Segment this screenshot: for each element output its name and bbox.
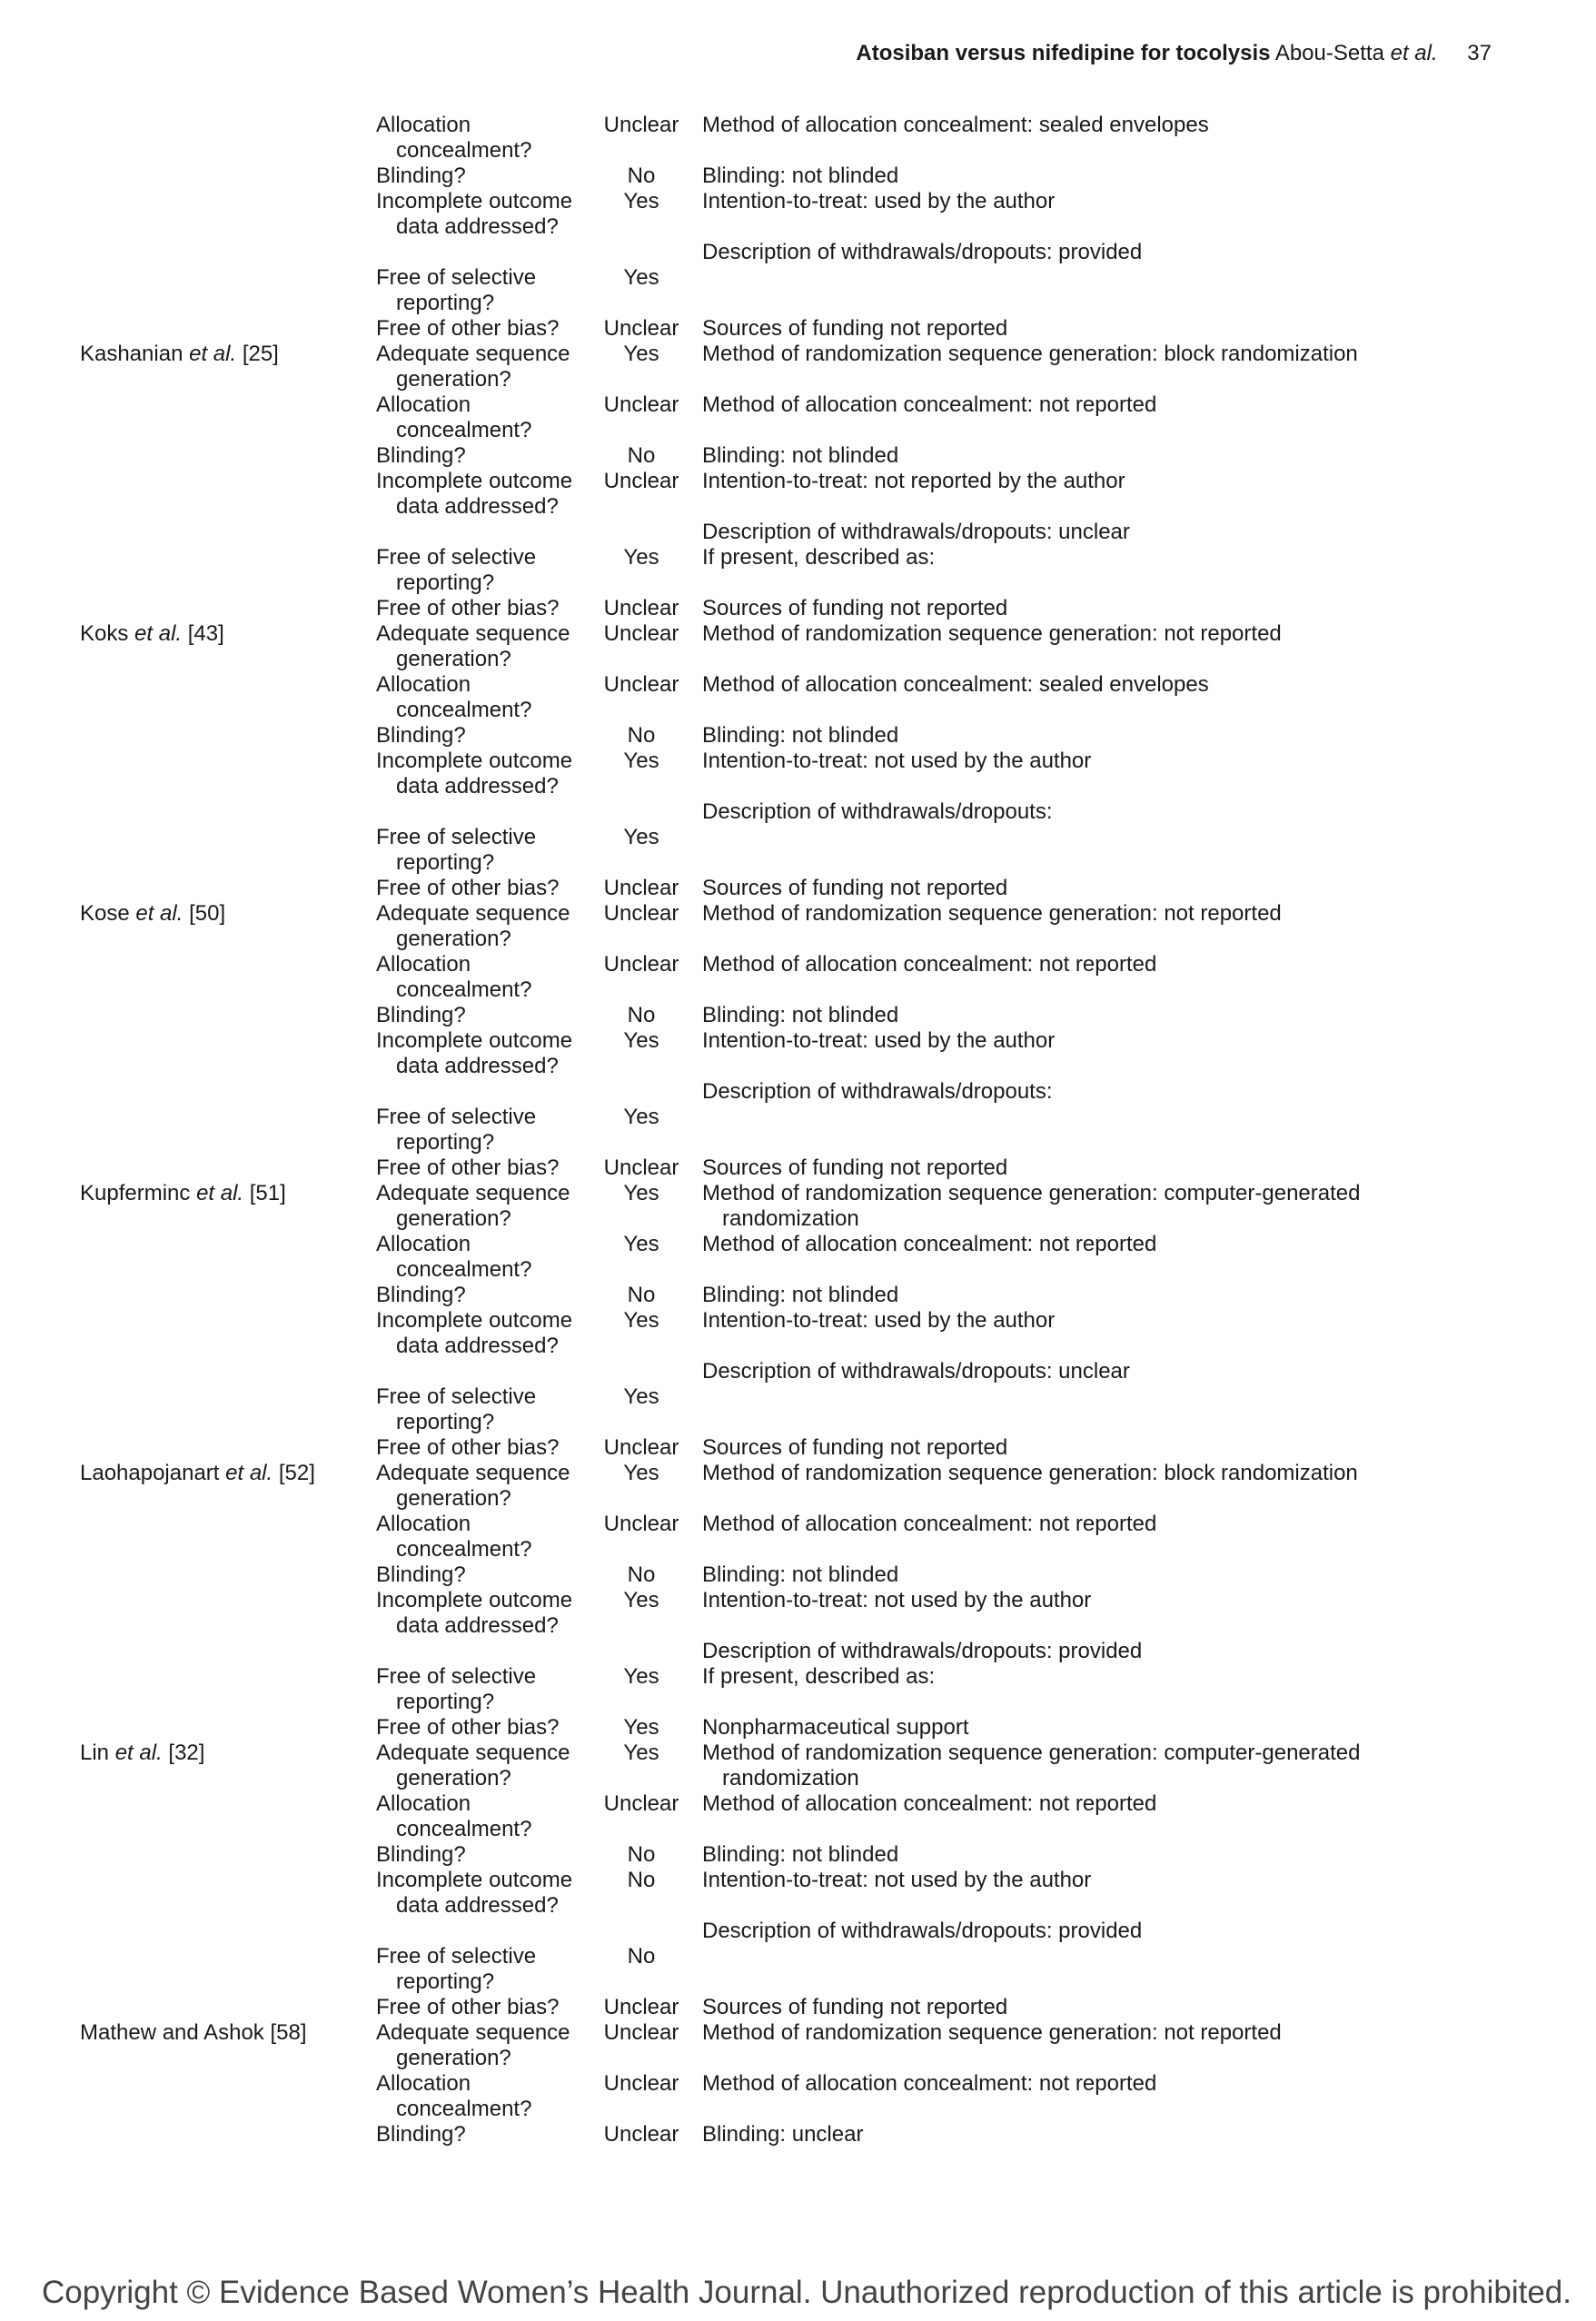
running-title: Atosiban versus nifedipine for tocolysis (856, 41, 1271, 65)
judgement: Unclear (603, 392, 679, 417)
bias-domain: Blinding? (376, 723, 466, 748)
judgement: Yes (623, 1741, 659, 1765)
running-header (856, 41, 1492, 66)
bias-domain: Adequate sequence generation? (376, 1741, 570, 1790)
judgement: Yes (623, 1028, 659, 1053)
support-description: Intention-to-treat: not used by the author Description of withdrawals/dropouts: provided (702, 1588, 1143, 1663)
support-description: Intention-to-treat: used by the author Description of withdrawals/dropouts: unclear (702, 1308, 1130, 1384)
judgement: Yes (623, 1181, 659, 1205)
bias-domain: Allocation concealment? (376, 672, 532, 722)
bias-domain: Adequate sequence generation? (376, 1461, 570, 1511)
support-description: Intention-to-treat: used by the author Description of withdrawals/dropouts: (702, 1028, 1056, 1104)
support-description: Intention-to-treat: used by the author Description of withdrawals/dropouts: provided (702, 189, 1143, 264)
judgement: Unclear (603, 2071, 679, 2096)
bias-domain: Free of selective reporting? (376, 265, 537, 315)
judgement: Unclear (603, 596, 679, 620)
bias-domain: Blinding? (376, 443, 466, 468)
bias-domain: Allocation concealment? (376, 1232, 532, 1282)
judgement: Yes (623, 1461, 659, 1485)
bias-domain: Allocation concealment? (376, 1791, 532, 1841)
judgement: No (627, 1944, 656, 1969)
bias-domain: Free of selective reporting? (376, 545, 537, 595)
judgement: Yes (623, 342, 659, 366)
support-description: Method of allocation concealment: sealed envelopes (702, 672, 1209, 697)
judgement: Yes (623, 189, 659, 213)
study-name: Mathew and Ashok [58] (80, 2020, 307, 2045)
support-description: Blinding: not blinded (702, 723, 899, 748)
judgement: Unclear (603, 469, 679, 493)
support-description: Method of randomization sequence generation: not reported (702, 901, 1282, 926)
support-description: Intention-to-treat: not used by the author Description of withdrawals/dropouts: (702, 749, 1092, 824)
support-description: Blinding: unclear (702, 2122, 864, 2147)
page-number: 37 (1467, 41, 1492, 65)
bias-domain: Incomplete outcome data addressed? (376, 1588, 573, 1638)
bias-domain: Blinding? (376, 1003, 466, 1027)
support-description: Blinding: not blinded (702, 1842, 899, 1867)
support-description: If present, described as: (702, 545, 936, 570)
judgement: Yes (623, 1384, 659, 1409)
judgement: Yes (623, 1715, 659, 1740)
judgement: Yes (623, 1588, 659, 1612)
support-description: Blinding: not blinded (702, 1003, 899, 1027)
support-description: Method of randomization sequence generation: not reported (702, 2020, 1282, 2045)
judgement: No (627, 1842, 656, 1867)
study-name: Kashanian et al. [25] (80, 342, 279, 366)
support-description: Sources of funding not reported (702, 1156, 1008, 1180)
support-description: Method of randomization sequence generation: computer-generated randomization (702, 1181, 1361, 1231)
judgement: No (627, 1283, 656, 1307)
support-description: Method of randomization sequence generation: block randomization (702, 342, 1358, 366)
support-description: Intention-to-treat: not used by the author Description of withdrawals/dropouts: provided (702, 1868, 1143, 1943)
judgement: No (627, 1562, 656, 1587)
bias-domain: Incomplete outcome data addressed? (376, 1028, 573, 1078)
bias-domain: Adequate sequence generation? (376, 901, 570, 951)
support-description: Method of allocation concealment: not reported (702, 392, 1157, 417)
bias-domain: Allocation concealment? (376, 2071, 532, 2121)
support-description: Method of randomization sequence generation: computer-generated randomization (702, 1741, 1361, 1790)
study-name: Koks et al. [43] (80, 621, 224, 646)
bias-domain: Free of other bias? (376, 876, 560, 900)
judgement: No (627, 1868, 656, 1892)
bias-domain: Free of other bias? (376, 1156, 560, 1180)
judgement: Yes (623, 1308, 659, 1333)
study-name: Lin et al. [32] (80, 1741, 205, 1765)
judgement: Unclear (603, 113, 679, 137)
support-description: Sources of funding not reported (702, 1995, 1008, 2019)
judgement: Yes (623, 545, 659, 570)
bias-domain: Allocation concealment? (376, 952, 532, 1002)
bias-domain: Free of selective reporting? (376, 1664, 537, 1714)
bias-domain: Incomplete outcome data addressed? (376, 749, 573, 798)
judgement: Yes (623, 265, 659, 290)
support-description: Blinding: not blinded (702, 1283, 899, 1307)
bias-domain: Allocation concealment? (376, 392, 532, 442)
support-description: Method of allocation concealment: not reported (702, 1232, 1157, 1256)
judgement: Unclear (603, 1791, 679, 1816)
judgement: Unclear (603, 1995, 679, 2019)
bias-domain: Free of selective reporting? (376, 1384, 537, 1434)
support-description: Sources of funding not reported (702, 316, 1008, 341)
bias-domain: Incomplete outcome data addressed? (376, 469, 573, 519)
running-etal: et al. (1390, 41, 1438, 65)
judgement: Unclear (603, 2122, 679, 2147)
bias-domain: Incomplete outcome data addressed? (376, 1308, 573, 1358)
bias-domain: Free of other bias? (376, 1435, 560, 1460)
support-description: Method of randomization sequence generation: not reported (702, 621, 1282, 646)
bias-domain: Adequate sequence generation? (376, 1181, 570, 1231)
running-authors: Abou-Setta (1274, 41, 1384, 65)
study-name: Kupferminc et al. [51] (80, 1181, 286, 1205)
judgement: No (627, 443, 656, 468)
study-name: Kose et al. [50] (80, 901, 226, 926)
support-description: If present, described as: (702, 1664, 936, 1689)
judgement: Unclear (603, 1156, 679, 1180)
judgement: Unclear (603, 1435, 679, 1460)
judgement: Yes (623, 1664, 659, 1689)
bias-domain: Free of other bias? (376, 1715, 560, 1740)
bias-domain: Allocation concealment? (376, 1512, 532, 1562)
bias-domain: Blinding? (376, 1283, 466, 1307)
support-description: Method of randomization sequence generation: block randomization (702, 1461, 1358, 1485)
judgement: Unclear (603, 672, 679, 697)
support-description: Method of allocation concealment: not reported (702, 1791, 1157, 1816)
support-description: Blinding: not blinded (702, 443, 899, 468)
bias-domain: Free of selective reporting? (376, 825, 537, 875)
support-description: Intention-to-treat: not reported by the author Description of withdrawals/dropouts: unclear (702, 469, 1130, 544)
bias-domain: Free of other bias? (376, 316, 560, 341)
study-name: Laohapojanart et al. [52] (80, 1461, 315, 1485)
bias-domain: Free of selective reporting? (376, 1105, 537, 1155)
bias-domain: Free of selective reporting? (376, 1944, 537, 1994)
bias-domain: Free of other bias? (376, 1995, 560, 2019)
bias-domain: Blinding? (376, 164, 466, 188)
bias-domain: Incomplete outcome data addressed? (376, 1868, 573, 1918)
judgement: Unclear (603, 901, 679, 926)
judgement: No (627, 723, 656, 748)
support-description: Sources of funding not reported (702, 876, 1008, 900)
judgement: Yes (623, 825, 659, 849)
judgement: No (627, 164, 656, 188)
bias-domain: Blinding? (376, 1842, 466, 1867)
bias-domain: Adequate sequence generation? (376, 342, 570, 392)
bias-domain: Free of other bias? (376, 596, 560, 620)
copyright-notice: Copyright © Evidence Based Women’s Health Journal. Unauthorized reproduction of this article is prohibited. (42, 2275, 1571, 2310)
judgement: Unclear (603, 2020, 679, 2045)
bias-domain: Adequate sequence generation? (376, 2020, 570, 2070)
judgement: Unclear (603, 621, 679, 646)
support-description: Method of allocation concealment: not reported (702, 952, 1157, 977)
judgement: Unclear (603, 952, 679, 977)
judgement: Unclear (603, 1512, 679, 1536)
judgement: No (627, 1003, 656, 1027)
support-description: Nonpharmaceutical support (702, 1715, 969, 1740)
bias-domain: Adequate sequence generation? (376, 621, 570, 671)
bias-domain: Blinding? (376, 2122, 466, 2147)
support-description: Method of allocation concealment: not reported (702, 1512, 1157, 1536)
judgement: Yes (623, 1105, 659, 1129)
support-description: Blinding: not blinded (702, 1562, 899, 1587)
support-description: Method of allocation concealment: not reported (702, 2071, 1157, 2096)
support-description: Blinding: not blinded (702, 164, 899, 188)
support-description: Method of allocation concealment: sealed envelopes (702, 113, 1209, 137)
support-description: Sources of funding not reported (702, 596, 1008, 620)
bias-domain: Allocation concealment? (376, 113, 532, 163)
judgement: Yes (623, 749, 659, 773)
judgement: Unclear (603, 876, 679, 900)
bias-domain: Blinding? (376, 1562, 466, 1587)
bias-domain: Incomplete outcome data addressed? (376, 189, 573, 239)
support-description: Sources of funding not reported (702, 1435, 1008, 1460)
judgement: Yes (623, 1232, 659, 1256)
judgement: Unclear (603, 316, 679, 341)
